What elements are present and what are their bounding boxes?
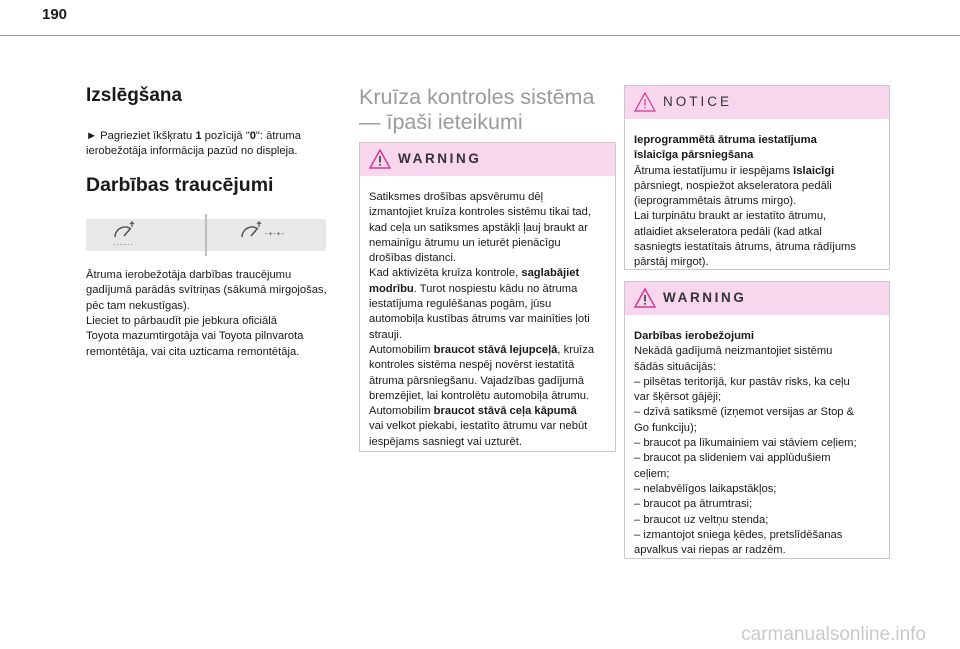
text-line (369, 282, 606, 297)
text-line: gadījumā parādās svītriņas (sākumā mirgojošas, (86, 284, 327, 297)
text-line: Toyota mazumtirgotāja vai Toyota pilnvarota (86, 330, 304, 343)
text-line (369, 312, 606, 327)
text-line (369, 328, 606, 343)
fault-icons-strip (86, 219, 326, 251)
text-run: ► Pagrieziet īkšķratu (86, 130, 196, 142)
text-line (634, 148, 880, 163)
notice-text (625, 119, 889, 279)
warning-text (360, 176, 615, 458)
text-run: – braucot pa ātrumtrasi; (634, 498, 753, 511)
text-run: var šķērsot gājēji; (634, 391, 722, 404)
warning-header (360, 143, 615, 176)
bold-text: īslaicīgi (793, 164, 835, 177)
speed-limiter-dashes-icon (237, 221, 297, 249)
text-run: apvalkus vai riepas ar radzēm. (634, 544, 786, 557)
text-line (634, 255, 880, 270)
warning-label: WARNING (398, 151, 482, 166)
malfunction-text (86, 268, 342, 360)
text-line (369, 297, 606, 312)
text-line (634, 209, 880, 224)
text-run: – braucot uz veltņu stenda; (634, 513, 769, 526)
text-line (369, 251, 606, 266)
text-run: – nelabvēlīgos laikapstākļos; (634, 482, 777, 495)
title-line: Kruīza kontroles sistēma (359, 85, 595, 109)
text-run: drošības distanci. (369, 252, 457, 265)
text-line: Ātruma ierobežotāja darbības traucējumu (86, 268, 292, 281)
text-run: Go funkciju); (634, 421, 697, 434)
text-line (369, 435, 606, 450)
text-line (634, 421, 880, 436)
svg-text:------: ------ (112, 240, 134, 248)
text-run: – braucot pa slideniem vai applūdušiem (634, 452, 831, 465)
bold-text: 1 (195, 130, 202, 142)
text-run: Lai turpinātu braukt ar iestatīto ātrumu, (634, 210, 827, 223)
text-run: – pilsētas teritorijā, kur pastāv risks, ka ceļu (634, 375, 850, 388)
bold-text: saglabājiet (521, 267, 580, 280)
text-run: – braucot pa līkumainiem vai stāviem ceļiem; (634, 437, 857, 450)
text-run: Automobilim (369, 405, 434, 418)
warning-header (625, 282, 889, 315)
text-line (634, 451, 880, 466)
text-line (634, 405, 880, 420)
text-run: pārsniegt, nospiežot akseleratora pedāli (634, 179, 832, 192)
text-line (634, 482, 880, 497)
text-run: – dzīvā satiksmē (izņemot versijas ar Stop & (634, 406, 855, 419)
warning-triangle-icon (369, 149, 391, 169)
text-line (634, 528, 880, 543)
watermark[interactable]: carmanualsonline.info (741, 624, 926, 645)
text-line (634, 467, 880, 482)
text-run: strauji. (369, 328, 402, 341)
text-line (634, 194, 880, 209)
text-run: ": ātruma ierobežotāja informācija pazūd no displeja. (86, 130, 301, 158)
text-line (634, 133, 880, 148)
text-line (634, 164, 880, 179)
bold-text: Darbības ierobežojumi (634, 330, 754, 342)
text-run: šādās situācijās: (634, 360, 717, 373)
text-line (634, 390, 880, 405)
bold-text: Ieprogrammētā ātruma iestatījuma (634, 134, 817, 146)
text-run: ceļiem; (634, 467, 670, 480)
text-run: iespējams sasniegt vai uzturēt. (369, 435, 522, 448)
text-run: Nekādā gadījumā neizmantojiet sistēmu (634, 345, 833, 358)
text-line (369, 205, 606, 220)
text-line (369, 389, 606, 404)
text-run: automobiļa kustības ātrums var mainīties ļoti (369, 313, 590, 326)
warning-label: WARNING (663, 290, 747, 305)
text-run: (ieprogrammētais ātrums mirgo). (634, 195, 797, 208)
text-line: Lieciet to pārbaudīt pie jebkura oficiālā (86, 315, 277, 328)
bold-text: 0 (249, 130, 256, 142)
text-line (369, 343, 606, 358)
warning-text (625, 315, 889, 566)
text-line (634, 543, 880, 558)
title-line: — īpaši ieteikumi (359, 110, 523, 134)
bold-text: braucot stāvā lejupceļā (433, 343, 558, 356)
bold-text: modrību (369, 282, 414, 295)
page-number: 190 (42, 6, 68, 23)
text-run: – izmantojot sniega ķēdes, pretslīdēšanas (634, 528, 843, 541)
text-line (634, 344, 880, 359)
text-run: pozīcijā " (201, 130, 250, 142)
text-line (369, 419, 606, 434)
warning-box-limits (624, 281, 890, 559)
text-line (369, 374, 606, 389)
notice-triangle-icon (634, 92, 656, 112)
text-line (369, 358, 606, 373)
left-column (86, 85, 342, 360)
text-run: bremzējiet, lai kontrolētu automobiļa ātrumu. (369, 389, 590, 402)
text-line: pēc tam nekustīgas). (86, 299, 190, 312)
notice-label: NOTICE (663, 94, 733, 109)
warning-triangle-icon (634, 288, 656, 308)
text-run: kad ceļa un satiksmes apstākļi ļauj braukt ar (369, 221, 588, 234)
text-line (369, 404, 606, 419)
text-run: vai velkot piekabi, iestatīto ātrumu var nebūt (369, 420, 588, 433)
middle-column (359, 85, 615, 135)
text-run: pārstāj mirgot). (634, 256, 709, 269)
text-run: izmantojiet kruīza kontroles sistēmu tikai tad, (369, 206, 591, 219)
text-line (634, 497, 880, 512)
text-run: , kruīza (557, 343, 595, 356)
text-run: nemainīgu ātrumu un ieturēt pienācīgu (369, 236, 561, 249)
warning-box-cruise (359, 142, 616, 452)
text-run: atlaidiet akseleratora pedāli (kad atkal (634, 225, 822, 238)
text-run: Ātruma iestatījumu ir iespējams (634, 164, 794, 177)
text-line (369, 266, 606, 281)
icon-separator (205, 214, 207, 256)
text-run: Satiksmes drošības apsvērumu dēļ (369, 191, 544, 203)
text-line (634, 225, 880, 240)
text-line (634, 360, 880, 375)
switch-off-text (86, 129, 342, 160)
text-run: Automobilim (369, 343, 434, 356)
text-run: ātruma pārsniegšanu. Vajadzības gadījumā (369, 374, 584, 387)
bold-text: īslaicīga pārsniegšana (634, 149, 754, 162)
text-run: sasniegts iestatītais ātrums, ātruma rādījums (634, 241, 856, 254)
text-line (634, 513, 880, 528)
text-run: . Turot nospiestu kādu no ātruma (413, 282, 578, 295)
text-line: remontētāja, vai cita uzticama remontētāja. (86, 345, 300, 358)
notice-box (624, 85, 890, 270)
text-line (369, 221, 606, 236)
text-run: iestatījuma regulēšanas pogām, jūsu (369, 298, 552, 311)
text-line (634, 240, 880, 255)
text-line (634, 375, 880, 390)
heading-switch-off: Izslēgšana (86, 85, 183, 106)
text-line (369, 190, 606, 205)
bold-text: braucot stāvā ceļa kāpumā (433, 405, 577, 418)
text-line (634, 329, 880, 344)
speed-limiter-icon (110, 221, 140, 249)
notice-header (625, 86, 889, 119)
text-run: kontroles sistēma nespēj novērst iestatītā (369, 359, 575, 372)
text-line (634, 436, 880, 451)
svg-text:-+-+-: -+-+- (264, 229, 286, 238)
cruise-tips-title (359, 85, 615, 135)
text-run: Kad aktivizēta kruīza kontrole, (369, 267, 522, 280)
heading-malfunctions: Darbības traucējumi (86, 173, 274, 196)
text-line (634, 179, 880, 194)
header-divider (0, 35, 960, 36)
text-line (369, 236, 606, 251)
